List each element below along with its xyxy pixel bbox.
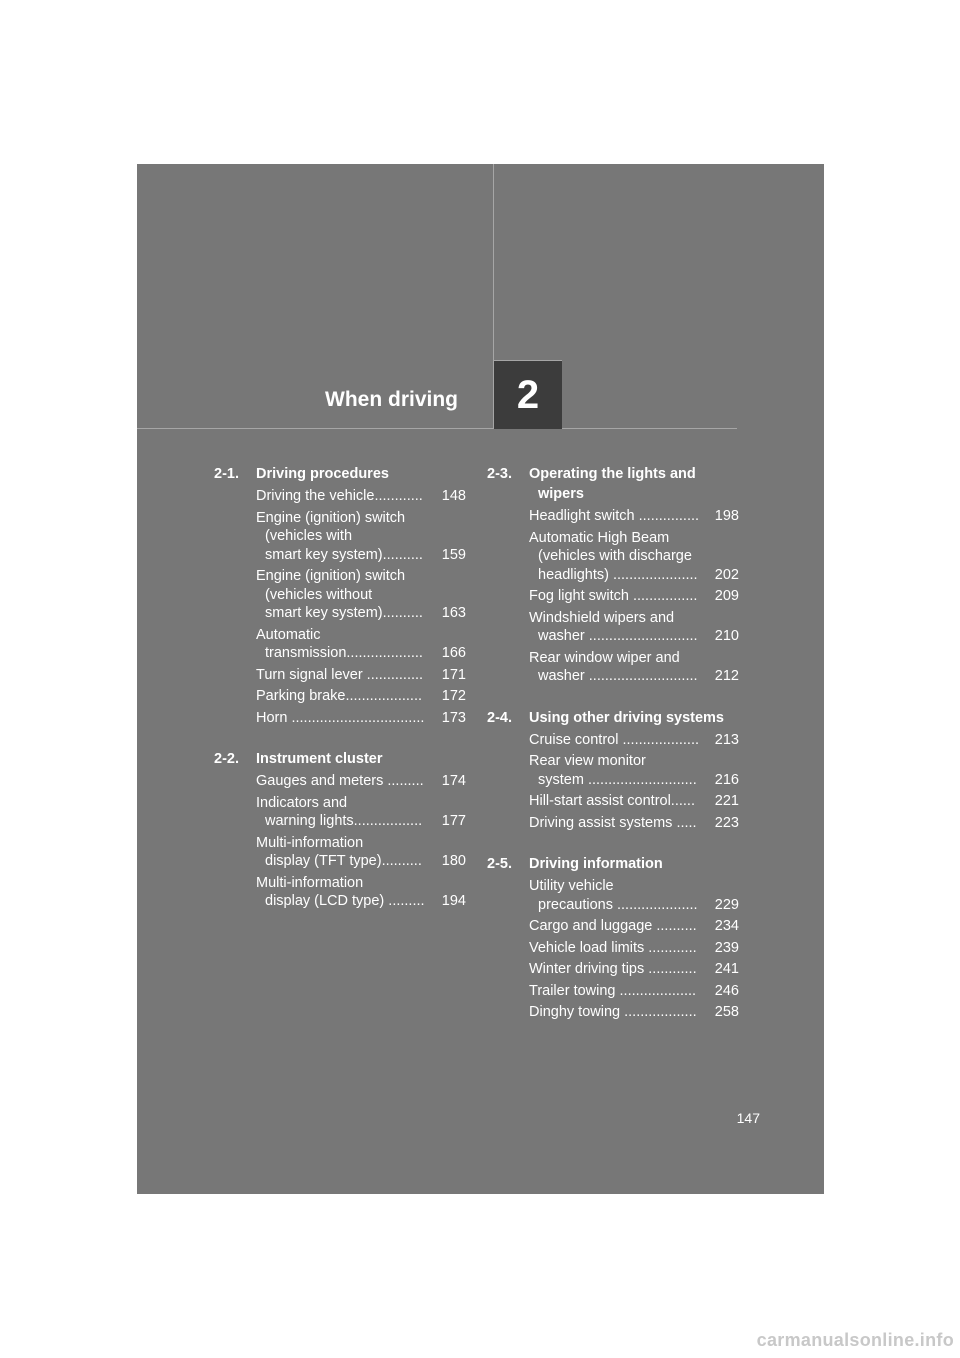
section-heading xyxy=(487,854,739,874)
toc-entry-title xyxy=(529,917,709,936)
toc-entry-line: Multi-information xyxy=(256,834,364,851)
toc-entry-line: Vehicle load limits ............ xyxy=(529,939,697,956)
toc-entry-line: warning lights................. xyxy=(265,813,423,829)
page-number: 147 xyxy=(736,1110,760,1126)
toc-entry-title xyxy=(529,939,709,958)
toc-entry-title xyxy=(529,649,709,686)
toc-entry-line: Headlight switch ............... xyxy=(529,508,700,524)
toc-entry-link[interactable] xyxy=(256,772,466,791)
toc-section xyxy=(487,464,739,686)
toc-entry-link[interactable] xyxy=(529,877,739,914)
toc-entry-title xyxy=(256,772,436,791)
toc-entry-page: 177 xyxy=(441,813,466,829)
toc-entry-link[interactable] xyxy=(529,939,739,958)
toc-entry-title xyxy=(256,666,436,685)
toc-entry-link[interactable] xyxy=(256,834,466,871)
toc-entry-page: 198 xyxy=(714,508,739,524)
toc-entry-line: (vehicles without xyxy=(265,586,373,603)
section-title-line: Using other driving systems xyxy=(529,709,724,726)
toc-entry-page: 173 xyxy=(441,709,466,726)
toc-entry-link[interactable] xyxy=(256,509,466,565)
toc-entry-link[interactable] xyxy=(529,609,739,646)
toc-entry-line: headlights) ..................... xyxy=(538,566,698,583)
toc-entry-title xyxy=(529,507,709,526)
toc-entry-link[interactable] xyxy=(529,587,739,606)
toc-entry-page: 221 xyxy=(714,793,739,809)
toc-entry-title xyxy=(529,752,709,789)
toc-entry-link[interactable] xyxy=(529,960,739,979)
toc-entry-title xyxy=(256,487,436,506)
toc-entry-line: Driving the vehicle............ xyxy=(256,488,423,504)
toc-entry-line: Horn ................................. xyxy=(256,709,425,726)
section-heading xyxy=(487,464,739,504)
toc-entry-line: Engine (ignition) switch xyxy=(256,509,406,526)
toc-entry-line: Utility vehicle xyxy=(529,878,614,894)
divider-vertical xyxy=(493,164,494,364)
section-title-line: Driving information xyxy=(529,856,663,872)
section-heading xyxy=(214,464,466,484)
toc-entry-page: 148 xyxy=(441,488,466,504)
toc-entry-line: Turn signal lever .............. xyxy=(256,666,424,683)
toc-entry-line: system ........................... xyxy=(538,771,697,788)
toc-entry-title xyxy=(256,709,436,728)
section-heading xyxy=(214,749,466,769)
toc-entry-page: 174 xyxy=(441,773,466,789)
section-number: 2-3. xyxy=(487,466,512,482)
toc-entry-line: precautions .................... xyxy=(538,896,698,913)
toc-entry-page: 171 xyxy=(441,666,466,683)
toc-entry-line: smart key system).......... xyxy=(265,546,423,563)
toc-entry-title xyxy=(256,874,436,911)
toc-entry-line: smart key system).......... xyxy=(265,605,423,621)
toc-entry-line: Driving assist systems ..... xyxy=(529,814,697,831)
toc-column-left xyxy=(214,464,466,933)
toc-section xyxy=(487,708,739,833)
toc-entry-link[interactable] xyxy=(529,649,739,686)
toc-entry-line: Cargo and luggage .......... xyxy=(529,918,697,934)
toc-entry-link[interactable] xyxy=(529,917,739,936)
toc-entry-link[interactable] xyxy=(256,874,466,911)
toc-entry-page: 229 xyxy=(714,896,739,913)
toc-entry-link[interactable] xyxy=(256,794,466,831)
toc-entry-title xyxy=(529,1003,709,1022)
toc-entry-page: 202 xyxy=(714,566,739,583)
toc-entry-title xyxy=(256,626,436,663)
toc-entry-title xyxy=(256,794,436,831)
toc-entry-page: 180 xyxy=(441,853,466,869)
toc-entry-page: 210 xyxy=(714,628,739,644)
toc-entry-link[interactable] xyxy=(256,567,466,623)
section-title-line: wipers xyxy=(538,486,584,502)
toc-entry-page: 223 xyxy=(714,814,739,831)
watermark: carmanualsonline.info xyxy=(756,1330,954,1350)
toc-entry-title xyxy=(529,731,709,750)
toc-entry-line: Engine (ignition) switch xyxy=(256,568,406,584)
toc-entry-link[interactable] xyxy=(529,1003,739,1022)
toc-entry-link[interactable] xyxy=(256,709,466,728)
toc-entry-line: Parking brake................... xyxy=(256,688,423,704)
section-title-line: Driving procedures xyxy=(256,466,389,482)
toc-section xyxy=(214,464,466,727)
toc-entry-title xyxy=(256,567,436,623)
toc-entry-line: Rear window wiper and xyxy=(529,649,680,666)
toc-entry-title xyxy=(529,960,709,979)
toc-entry-line: Automatic xyxy=(256,626,321,643)
toc-entry-line: Multi-information xyxy=(256,874,364,891)
toc-entry-link[interactable] xyxy=(529,731,739,750)
divider-horizontal xyxy=(137,428,737,429)
toc-entry-page: 246 xyxy=(714,982,739,999)
toc-entry-line: Rear view monitor xyxy=(529,753,646,769)
section-heading xyxy=(487,708,739,728)
toc-entry-title xyxy=(256,834,436,871)
section-title xyxy=(256,749,466,769)
section-title-line: Operating the lights and xyxy=(529,466,696,482)
section-title-line: Instrument cluster xyxy=(256,751,383,767)
toc-entry-link[interactable] xyxy=(529,752,739,789)
chapter-number: 2 xyxy=(516,373,540,417)
toc-entry-link[interactable] xyxy=(529,792,739,811)
toc-entry-line: Winter driving tips ............ xyxy=(529,961,697,977)
toc-entry-line: Fog light switch ................ xyxy=(529,588,698,604)
toc-column-right xyxy=(487,464,739,1044)
toc-entry-title xyxy=(529,529,709,585)
toc-entry-page: 159 xyxy=(441,546,466,563)
toc-entry-title xyxy=(529,609,709,646)
section-title xyxy=(529,708,739,728)
toc-entry-title xyxy=(529,982,709,1001)
toc-entry-title xyxy=(529,792,709,811)
toc-entry-line: display (LCD type) ......... xyxy=(265,893,425,909)
toc-entry-link[interactable] xyxy=(529,814,739,833)
toc-entry-link[interactable] xyxy=(256,687,466,706)
toc-entry-page: 194 xyxy=(441,893,466,909)
toc-section xyxy=(214,749,466,911)
toc-entry-link[interactable] xyxy=(256,666,466,685)
toc-entry-link[interactable] xyxy=(529,982,739,1001)
toc-entry-line: Cruise control ................... xyxy=(529,731,700,748)
toc-entry-link[interactable] xyxy=(256,487,466,506)
chapter-number-box xyxy=(493,360,562,429)
toc-entry-page: 166 xyxy=(441,645,466,661)
toc-entry-page: 241 xyxy=(714,961,739,977)
toc-entry-page: 212 xyxy=(714,668,739,684)
toc-entry-page: 213 xyxy=(714,731,739,748)
toc-entry-page: 216 xyxy=(714,771,739,788)
section-number: 2-1. xyxy=(214,466,239,482)
toc-section xyxy=(487,854,739,1022)
toc-entry-line: Windshield wipers and xyxy=(529,609,675,626)
toc-entry-line: Dinghy towing .................. xyxy=(529,1004,697,1020)
section-title xyxy=(256,464,466,484)
toc-entry-page: 209 xyxy=(714,588,739,604)
toc-entry-page: 172 xyxy=(441,688,466,704)
toc-entry-line: Trailer towing ................... xyxy=(529,982,697,999)
toc-entry-line: display (TFT type).......... xyxy=(265,853,422,869)
toc-entry-link[interactable] xyxy=(529,507,739,526)
section-number: 2-2. xyxy=(214,751,239,767)
toc-entry-title xyxy=(256,687,436,706)
toc-entry-line: (vehicles with xyxy=(265,528,353,544)
toc-entry-line: Automatic High Beam xyxy=(529,529,670,546)
section-number: 2-4. xyxy=(487,709,512,726)
section-number: 2-5. xyxy=(487,856,512,872)
toc-entry-line: (vehicles with discharge xyxy=(538,548,692,564)
toc-entry-page: 258 xyxy=(714,1004,739,1020)
toc-entry-link[interactable] xyxy=(529,529,739,585)
toc-entry-title xyxy=(529,877,709,914)
toc-entry-page: 239 xyxy=(714,939,739,956)
toc-entry-line: transmission................... xyxy=(265,645,423,661)
chapter-title: When driving xyxy=(325,388,458,411)
toc-entry-title xyxy=(529,587,709,606)
toc-entry-line: Hill-start assist control...... xyxy=(529,793,695,809)
toc-entry-page: 234 xyxy=(714,918,739,934)
section-title xyxy=(529,854,739,874)
toc-entry-line: Gauges and meters ......... xyxy=(256,773,424,789)
toc-entry-title xyxy=(529,814,709,833)
toc-entry-title xyxy=(256,509,436,565)
toc-entry-page: 163 xyxy=(441,605,466,621)
toc-entry-line: washer ........................... xyxy=(538,628,698,644)
toc-entry-link[interactable] xyxy=(256,626,466,663)
toc-entry-line: washer ........................... xyxy=(538,668,698,684)
section-title xyxy=(529,464,739,504)
toc-entry-line: Indicators and xyxy=(256,794,348,811)
